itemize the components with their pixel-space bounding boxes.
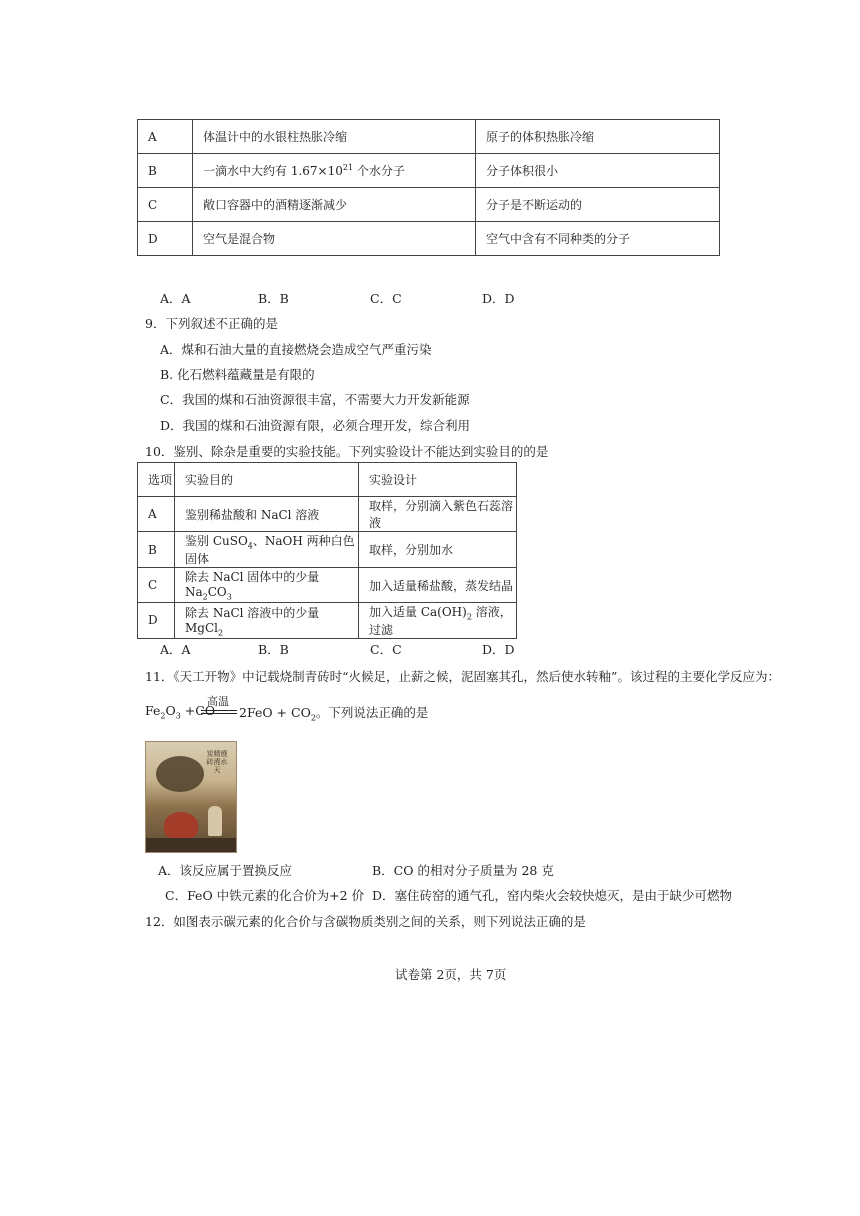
ground-shape xyxy=(146,838,236,852)
row-fact: 空气是混合物 xyxy=(193,222,476,256)
q11-option-b[interactable]: B．CO 的相对分子质量为 28 克 xyxy=(372,863,554,878)
purpose-text: 鉴别 CuSO xyxy=(185,534,248,548)
row-key: C xyxy=(138,188,193,222)
q9-option-b[interactable]: B. 化石燃料蕴藏量是有限的 xyxy=(160,367,315,382)
row-design: 取样，分别加水 xyxy=(359,532,517,568)
row-key: B xyxy=(138,532,175,568)
q9-stem: 9．下列叙述不正确的是 xyxy=(145,316,278,331)
purpose-text: CO xyxy=(207,585,227,600)
eq-subscript: 2 xyxy=(160,711,166,721)
row-key: D xyxy=(138,222,193,256)
q10-option-a[interactable]: A．A xyxy=(160,642,191,657)
row-key: A xyxy=(138,120,193,154)
table-row xyxy=(138,497,517,532)
row-purpose xyxy=(175,602,359,638)
eq-subscript: 3 xyxy=(175,711,181,721)
q11-equation xyxy=(145,703,215,721)
table-row xyxy=(138,120,720,154)
row-design xyxy=(359,602,517,638)
row-explain: 原子的体积热胀冷缩 xyxy=(476,120,720,154)
row-fact xyxy=(193,154,476,188)
subscript: 2 xyxy=(466,612,472,622)
row-fact: 体温计中的水银柱热胀冷缩 xyxy=(193,120,476,154)
row-key: B xyxy=(138,154,193,188)
row-design: 加入适量稀盐酸，蒸发结晶 xyxy=(359,568,517,602)
design-text: 溶液，过滤 xyxy=(369,604,512,638)
subscript: 4 xyxy=(247,541,253,551)
row-design: 取样，分别滴入紫色石蕊溶液 xyxy=(359,497,517,532)
worker-figure xyxy=(208,806,222,836)
q8-table xyxy=(137,119,720,256)
kiln-shape xyxy=(164,812,198,838)
table-row xyxy=(138,602,517,638)
q12-stem: 12．如图表示碳元素的化合价与含碳物质类别之间的关系，则下列说法正确的是 xyxy=(145,914,586,929)
fact-text: 一滴水中大约有 1.67×10 xyxy=(203,164,343,178)
subscript: 3 xyxy=(226,592,232,602)
design-text: 加入适量 Ca(OH) xyxy=(369,604,467,619)
q11-option-a[interactable]: A．该反应属于置换反应 xyxy=(158,863,293,878)
subscript: 2 xyxy=(218,628,224,638)
fact-exponent: 21 xyxy=(342,163,354,172)
header-option: 选项 xyxy=(138,463,175,497)
row-explain: 空气中含有不同种类的分子 xyxy=(476,222,720,256)
purpose-text: 、NaOH 两种白色固体 xyxy=(185,534,355,567)
table-row xyxy=(138,532,517,568)
row-fact: 敞口容器中的酒精逐渐减少 xyxy=(193,188,476,222)
row-key: A xyxy=(138,497,175,532)
row-purpose xyxy=(175,532,359,568)
purpose-text: 除去 NaCl 固体中的少量 Na xyxy=(185,570,320,600)
q10-option-b[interactable]: B．B xyxy=(258,642,289,657)
eq-subscript: 2 xyxy=(310,713,316,723)
table-row xyxy=(138,222,720,256)
table-row xyxy=(138,568,517,602)
eq-right: 2FeO + CO xyxy=(239,705,311,720)
table-row xyxy=(138,154,720,188)
row-explain: 分子是不断运动的 xyxy=(476,188,720,222)
q9-option-d[interactable]: D．我国的煤和石油资源有限，必须合理开发，综合利用 xyxy=(160,418,471,433)
q11-option-c[interactable]: C．FeO 中铁元素的化合价为+2 价 xyxy=(165,888,365,903)
row-key: C xyxy=(138,568,175,602)
eq-left: +CO xyxy=(180,703,216,718)
subscript: 2 xyxy=(202,592,208,602)
q11-option-d[interactable]: D．塞住砖窑的通气孔，窑内柴火会较快熄灭，是由于缺少可燃物 xyxy=(372,888,733,903)
q9-option-a[interactable]: A．煤和石油大量的直接燃烧会造成空气严重污染 xyxy=(160,342,432,357)
q8-option-b[interactable]: B．B xyxy=(258,291,289,306)
q9-option-c[interactable]: C．我国的煤和石油资源很丰富，不需要大力开发新能源 xyxy=(160,392,470,407)
kiln-painting-image xyxy=(145,741,237,853)
q10-option-d[interactable]: D．D xyxy=(482,642,515,657)
tree-shape xyxy=(156,756,204,792)
row-purpose xyxy=(175,568,359,602)
q8-option-a[interactable]: A．A xyxy=(160,291,191,306)
q11-stem: 11．《天工开物》中记载烧制青砖时“火候足，止薪之候，泥固塞其孔，然后使水转釉”。该过程的主要化学反应为： xyxy=(145,669,780,684)
q8-option-d[interactable]: D．D xyxy=(482,291,515,306)
eq-condition: 高温 xyxy=(207,695,229,708)
eq-arrow-line xyxy=(201,710,237,711)
q10-option-c[interactable]: C．C xyxy=(370,642,402,657)
header-purpose: 实验目的 xyxy=(175,463,359,497)
row-explain: 分子体积很小 xyxy=(476,154,720,188)
purpose-text: 除去 NaCl 溶液中的少量 MgCl xyxy=(185,605,320,635)
q10-stem: 10．鉴别、除杂是重要的实验技能。下列实验设计不能达到实验目的的是 xyxy=(145,444,549,459)
table-header-row xyxy=(138,463,517,497)
q8-option-c[interactable]: C．C xyxy=(370,291,402,306)
q10-table xyxy=(137,462,517,639)
page-footer: 试卷第 2页，共 7页 xyxy=(395,967,507,982)
eq-arrow-line xyxy=(201,713,237,714)
eq-left: Fe xyxy=(145,703,161,718)
eq-left: O xyxy=(165,703,176,718)
fact-text: 个水分子 xyxy=(353,164,405,178)
row-purpose: 鉴别稀盐酸和 NaCl 溶液 xyxy=(175,497,359,532)
eq-tail: 。下列说法正确的是 xyxy=(315,705,429,720)
row-key: D xyxy=(138,602,175,638)
header-design: 实验设计 xyxy=(359,463,517,497)
image-caption: 炭精燒砖澆水天 xyxy=(206,750,228,774)
q11-equation-right xyxy=(239,703,428,723)
table-row xyxy=(138,188,720,222)
